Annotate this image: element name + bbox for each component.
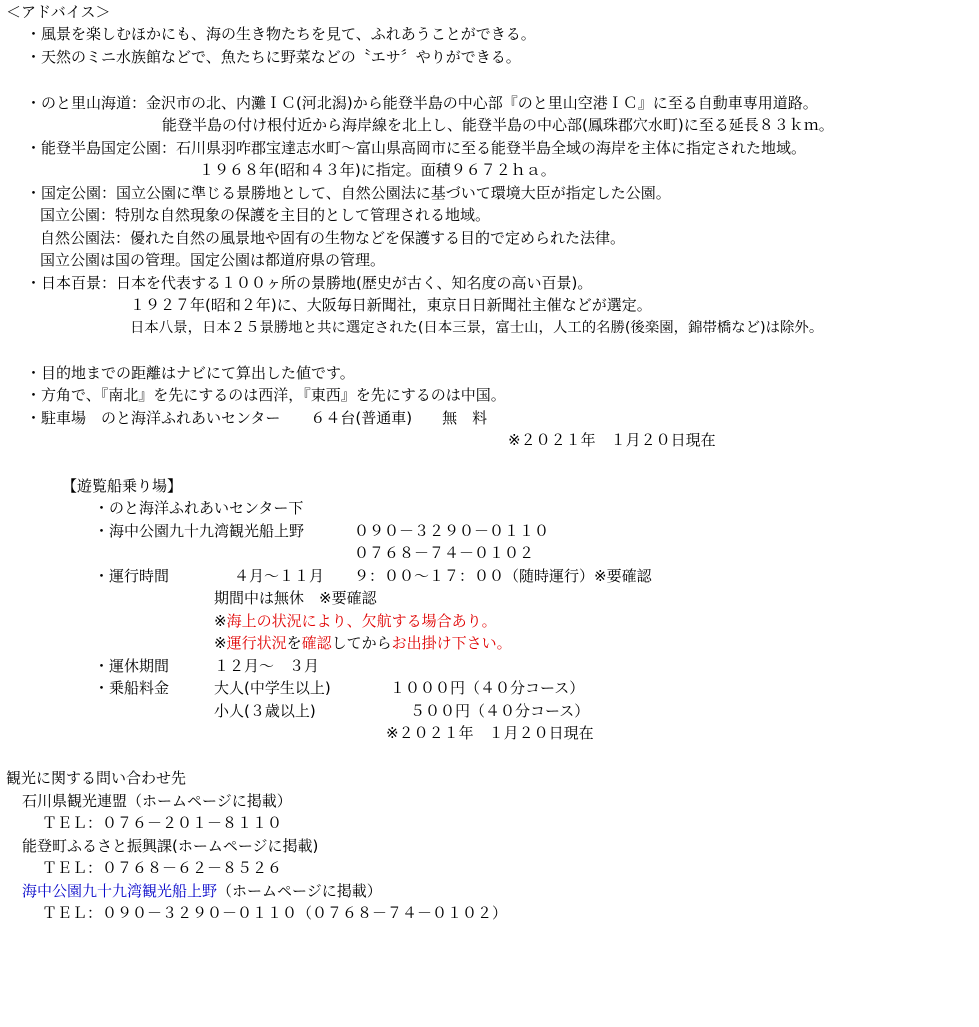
contact-3-name-row (22, 880, 382, 902)
boat-fare-child-label: 小人(３歳以上) (214, 702, 316, 720)
boat-hours-label: ・運行時間 (94, 567, 170, 585)
glossary-noto-satoyama-1: ・のと里山海道：金沢市の北、内灘ＩＣ(河北潟)から能登半島の中心部『のと里山空港ＩＣ』に至る自動車専用道路。 (26, 94, 818, 112)
glossary-quasi-def-1: ・国定公園：国立公園に準じる景勝地として、自然公園法に基づいて環境大臣が指定した公園。 (26, 184, 671, 202)
warning-confirm: 確認 (301, 634, 332, 652)
note-direction: ・方角で、『南北』を先にするのは西洋，『東西』を先にするのは中国。 (26, 386, 506, 404)
warning-go-out: お出掛け下さい。 (391, 634, 512, 652)
glossary-hyakkei-3: 日本八景，日本２５景勝地と共に選定された(日本三景，富士山，人工的名勝(後楽園，錦帯橋など)は除外。 (130, 320, 824, 336)
boat-as-of: ※２０２１年 １月２０日現在 (386, 724, 594, 742)
note-distance: ・目的地までの距離はナビにて算出した値です。 (26, 364, 355, 382)
warning-particle: を (286, 634, 302, 652)
boat-warning-2 (214, 632, 512, 654)
contact-1-name: 石川県観光連盟（ホームページに掲載） (22, 792, 292, 810)
boat-fare-adult-label: 大人(中学生以上) (214, 679, 331, 697)
boat-fare-label: ・乗船料金 (94, 679, 170, 697)
boat-warning-1 (214, 610, 497, 632)
glossary-quasi-park-2: １９６８年(昭和４３年)に指定。面積９６７２ｈａ。 (199, 161, 556, 179)
boat-phone-2: ０７６８－７４－０１０２ (354, 544, 535, 562)
advice-heading: ＜アドバイス＞ (6, 3, 111, 21)
boat-location: ・のと海洋ふれあいセンター下 (94, 499, 304, 517)
warning-status: 運行状況 (226, 634, 287, 652)
boat-closed-label: ・運休期間 (94, 657, 170, 675)
contact-3-suffix: （ホームページに掲載） (217, 882, 382, 900)
boat-fare-child-value: ５００円（４０分コース） (410, 702, 590, 720)
glossary-quasi-park-1: ・能登半島国定公園：石川県羽咋郡宝達志水町～富山県高岡市に至る能登半島全域の海岸を主体に指定された地域。 (26, 139, 807, 157)
warning-mark: ※ (214, 634, 227, 652)
glossary-quasi-def-4: 国立公園は国の管理。国定公園は都道府県の管理。 (40, 251, 386, 269)
glossary-hyakkei-1: ・日本百景：日本を代表する１００ヶ所の景勝地(歴史が古く、知名度の高い百景)。 (26, 274, 593, 292)
boat-operator: ・海中公園九十九湾観光船上野 (94, 522, 305, 540)
advice-line-2: ・天然のミニ水族館などで、魚たちに野菜などの〝エサ〞やりができる。 (26, 48, 521, 66)
glossary-quasi-def-3: 自然公園法：優れた自然の風景地や固有の生物などを保護する目的で定められた法律。 (40, 229, 626, 247)
boat-phone-1: ０９０－３２９０－０１１０ (354, 522, 550, 540)
note-parking: ・駐車場 のと海洋ふれあいセンター ６４台(普通車) 無 料 (26, 409, 488, 427)
contact-3-tel: ＴＥＬ：０９０－３２９０－０１１０（０７６８－７４－０１０２） (42, 904, 508, 922)
boat-hours-value: ４月～１１月 ９：００～１７：００（随時運行）※要確認 (234, 567, 652, 585)
contact-2-name: 能登町ふるさと振興課(ホームページに掲載) (22, 837, 319, 855)
advice-line-1: ・風景を楽しむほかにも、海の生き物たちを見て、ふれあうことができる。 (26, 25, 536, 43)
note-as-of: ※２０２１年 １月２０日現在 (508, 431, 716, 449)
glossary-hyakkei-2: １９２７年(昭和２年)に、大阪毎日新聞社，東京日日新聞社主催などが選定。 (130, 296, 652, 314)
contact-2-tel: ＴＥＬ：０７６８－６２－８５２６ (42, 859, 283, 877)
contact-3-link[interactable]: 海中公園九十九湾観光船上野 (22, 882, 218, 900)
warning-mark: ※ (214, 612, 227, 630)
contacts-heading: 観光に関する問い合わせ先 (6, 769, 187, 787)
glossary-quasi-def-2: 国立公園：特別な自然現象の保護を主目的として管理される地域。 (40, 206, 491, 224)
boat-fare-adult-value: １０００円（４０分コース） (390, 679, 585, 697)
boat-closed-value: １２月～ ３月 (214, 657, 320, 675)
boat-heading: 【遊覧船乗り場】 (62, 477, 183, 495)
boat-no-holiday: 期間中は無休 ※要確認 (214, 589, 377, 607)
contact-1-tel: ＴＥＬ：０７６－２０１－８１１０ (42, 814, 283, 832)
glossary-noto-satoyama-2: 能登半島の付け根付近から海岸線を北上し、能登半島の中心部(鳳珠郡穴水町)に至る延長８３ｋｍ。 (162, 116, 834, 134)
warning-after: してから (331, 634, 392, 652)
warning-text: 海上の状況により、欠航する場合あり。 (226, 612, 497, 630)
